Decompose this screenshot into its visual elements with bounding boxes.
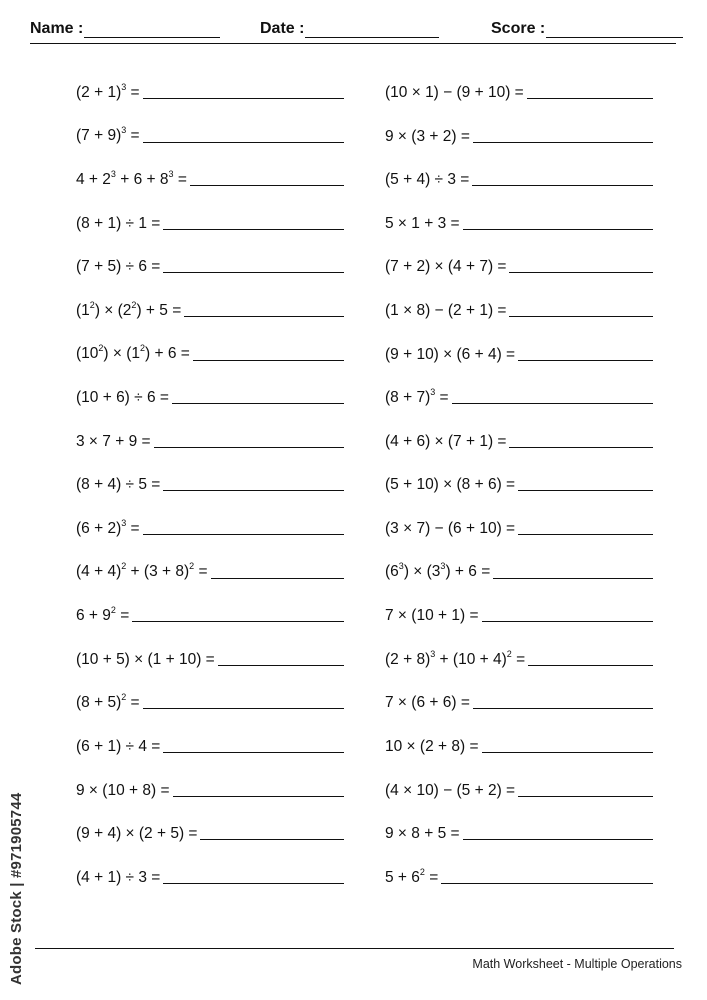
answer-blank[interactable] [441,882,653,884]
answer-blank[interactable] [163,489,344,491]
problem-expression: $(8 + 5)^2$ = [76,692,140,712]
problem-expression: (8 + 4) ÷ 5 = [76,476,161,494]
problem-left-19 [76,865,344,887]
answer-blank[interactable] [163,751,344,753]
answer-blank[interactable] [143,707,344,709]
worksheet-title: Math Worksheet - Multiple Operations [472,957,682,971]
problem-expression: (4 + 1) ÷ 3 = [76,868,161,886]
answer-blank[interactable] [463,838,653,840]
answer-blank[interactable] [509,315,653,317]
score-field[interactable] [491,20,683,38]
answer-blank[interactable] [154,446,344,448]
problem-right-6 [385,298,653,320]
answer-blank[interactable] [163,271,344,273]
problem-right-9 [385,429,653,451]
problem-expression: (5 + 4) ÷ 3 = [385,171,470,189]
score-label: Score : [491,20,546,37]
problem-left-12 [76,560,344,582]
answer-blank[interactable] [518,533,653,535]
answer-blank[interactable] [163,228,344,230]
problem-right-7 [385,342,653,364]
problem-expression: 9 × 8 + 5 = [385,825,460,843]
date-field[interactable] [260,20,439,38]
problem-expression: (4 × 10) − (5 + 2) = [385,781,516,799]
problem-left-7 [76,342,344,364]
problem-expression: 7 × (6 + 6) = [385,694,470,712]
problem-right-5 [385,254,653,276]
problem-expression: (4 + 6) × (7 + 1) = [385,432,507,450]
problem-expression: $(6^3) \times (3^3) + 6$ = [385,561,491,581]
problem-expression: 9 × (3 + 2) = [385,127,470,145]
stock-watermark-id: Adobe Stock | #971905744 [8,792,25,985]
answer-blank[interactable] [527,97,653,99]
answer-blank[interactable] [143,533,344,535]
worksheet-header [30,20,676,42]
answer-blank[interactable] [163,882,344,884]
problem-expression: $6 + 9^2$ = [76,604,130,625]
answer-blank[interactable] [143,97,344,99]
problem-right-19 [385,865,653,887]
problem-left-5 [76,254,344,276]
answer-blank[interactable] [172,402,344,404]
problem-left-6 [76,298,344,320]
problem-left-15 [76,690,344,712]
problem-right-10 [385,472,653,494]
problem-left-3 [76,167,344,189]
footer-divider [35,948,674,949]
problem-right-18 [385,821,653,843]
answer-blank[interactable] [200,838,344,840]
answer-blank[interactable] [211,577,344,579]
answer-blank[interactable] [473,141,653,143]
problem-expression: $(1^2) \times (2^2) + 5$ = [76,299,182,319]
answer-blank[interactable] [132,620,344,622]
name-blank[interactable] [84,23,220,38]
problem-expression: 3 × 7 + 9 = [76,432,151,450]
problem-expression: $(2 + 1)^3$ = [76,81,140,101]
problem-expression: 9 × (10 + 8) = [76,781,170,799]
problem-right-15 [385,690,653,712]
problem-left-1 [76,80,344,102]
answer-blank[interactable] [482,620,654,622]
problem-right-13 [385,603,653,625]
problem-expression: $5 + 6^2$ = [385,866,439,886]
right-problem-column [385,80,653,908]
problem-expression: (7 + 5) ÷ 6 = [76,258,161,276]
problem-left-18 [76,821,344,843]
answer-blank[interactable] [184,315,344,317]
problem-right-4 [385,211,653,233]
date-label: Date : [260,20,305,37]
problem-expression: (8 + 1) ÷ 1 = [76,214,161,232]
answer-blank[interactable] [482,751,654,753]
problem-right-12 [385,560,653,582]
answer-blank[interactable] [518,489,653,491]
problem-left-10 [76,472,344,494]
problem-expression: (9 + 10) × (6 + 4) = [385,345,516,363]
problem-expression: 7 × (10 + 1) = [385,607,479,625]
problem-right-11 [385,516,653,538]
problem-right-17 [385,778,653,800]
problem-right-16 [385,734,653,756]
answer-blank[interactable] [218,664,344,666]
problem-left-2 [76,124,344,146]
problem-expression: (10 + 5) × (1 + 10) = [76,650,215,668]
problem-expression: $(4 + 4)^2 + (3 + 8)^2$ = [76,561,208,581]
problem-right-14 [385,647,653,669]
problem-expression: $(10^2) \times (1^2) + 6$ = [76,343,190,363]
answer-blank[interactable] [509,446,653,448]
problem-left-11 [76,516,344,538]
problem-expression: (6 + 1) ÷ 4 = [76,737,161,755]
name-label: Name : [30,20,84,37]
problem-expression: (10 × 1) − (9 + 10) = [385,84,524,101]
answer-blank[interactable] [509,271,653,273]
answer-blank[interactable] [193,359,344,361]
date-blank[interactable] [305,23,439,38]
answer-blank[interactable] [518,359,653,361]
problem-expression: $(2 + 8)^3 + (10 + 4)^2$ = [385,648,526,668]
problem-expression: (1 × 8) − (2 + 1) = [385,301,507,319]
problem-right-3 [385,167,653,189]
answer-blank[interactable] [473,707,653,709]
problem-left-17 [76,778,344,800]
problem-left-9 [76,429,344,451]
problem-right-1 [385,80,653,102]
answer-blank[interactable] [463,228,653,230]
problem-expression: 5 × 1 + 3 = [385,214,460,232]
answer-blank[interactable] [493,577,653,579]
answer-blank[interactable] [472,184,653,186]
answer-blank[interactable] [190,184,344,186]
problem-left-8 [76,385,344,407]
problem-expression: (5 + 10) × (8 + 6) = [385,476,516,494]
problem-expression: (7 + 2) × (4 + 7) = [385,258,507,276]
answer-blank[interactable] [518,795,653,797]
answer-blank[interactable] [452,402,653,404]
problem-expression: $4 + 2^3 + 6 + 8^3$ = [76,169,187,189]
answer-blank[interactable] [528,664,653,666]
problem-expression: 10 × (2 + 8) = [385,737,479,755]
problem-right-2 [385,124,653,146]
problem-expression: (3 × 7) − (6 + 10) = [385,519,516,537]
problem-expression: $(6 + 2)^3$ = [76,517,140,537]
problem-expression: (9 + 4) × (2 + 5) = [76,825,198,843]
score-blank[interactable] [546,23,683,38]
problem-left-14 [76,647,344,669]
problem-left-13 [76,603,344,625]
name-field[interactable] [30,20,220,38]
problem-left-16 [76,734,344,756]
answer-blank[interactable] [143,141,344,143]
answer-blank[interactable] [173,795,345,797]
left-problem-column [76,80,344,908]
problem-expression: $(8 + 7)^3$ = [385,387,449,407]
problem-right-8 [385,385,653,407]
problem-expression: $(7 + 9)^3$ = [76,125,140,145]
problem-left-4 [76,211,344,233]
problem-expression: (10 + 6) ÷ 6 = [76,389,169,407]
header-divider [30,43,676,44]
